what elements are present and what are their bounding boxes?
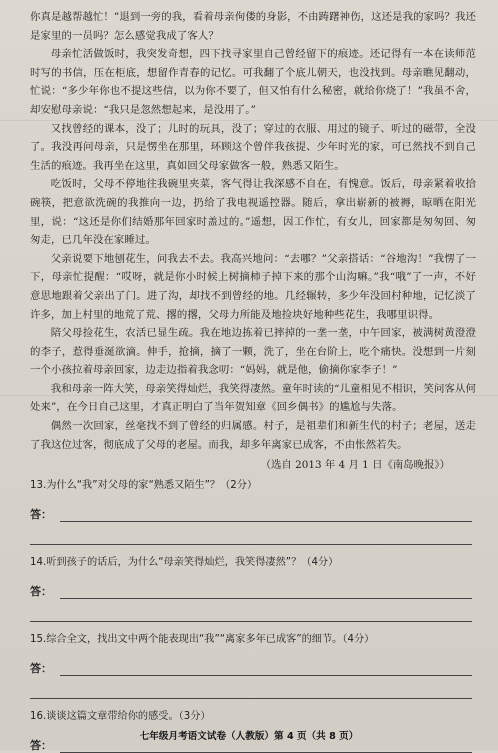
answer-row [30,660,476,676]
answer-line[interactable] [60,586,472,599]
answer-label: 答： [30,662,52,676]
answer-row [30,506,476,522]
passage-paragraph: 偶然一次回家，丝毫找不到了曾经的归属感。村子，是祖辈们和新生代的村子；老屋，送走了我这位过客，彻底成了父母的老屋。而我，却多年离家已成客，不由怅然若失。 [30,420,476,451]
question-text: 14.听到孩子的话后，为什么“母亲笑得灿烂，我笑得凄然”？（4分） [30,557,339,569]
question-text: 13.为什么“我”对父母的家“熟悉又陌生”？（2分） [30,480,258,492]
page-fold-line [0,395,498,396]
page-footer: 七年级月考语文试卷（人教版）第 4 页（共 8 页） [139,731,359,742]
question-14 [30,555,476,622]
answer-line[interactable] [30,676,472,699]
passage-paragraph: 父亲说要下地刨花生，问我去不去。我高兴地问：“去哪？”父亲搭话：“谷地沟！”我愣了一下，母亲忙提醒：“哎呀，就是你小时候上树摘柿子掉下来的那个山沟嘛。”我“哦”了一声，不好意思地跟着父亲出了门。进了沟，却找不到曾经的地。几经辗转，多少年没回村种地，记忆淡了许多，加上村里的地荒了荒、撂的撂，父母力所能及地捡块好地种些花生，我哪里识得。 [30,252,476,321]
page-fold-line [0,120,498,121]
passage-source: （选自 2013 年 4 月 1 日《南岛晚报》） [260,459,450,472]
passage-paragraph: 吃饭时，父母不停地往我碗里夹菜，客气得让我深感不自在，有愧意。饭后，母亲紧着收拾碗筷，把意欲洗碗的我推向一边，扔给了我电视遥控器。随后，拿出崭新的被褥，晾晒在阳光里，说：“这还是你们结婚那年回家时盖过的。”遥想，因工作忙，有女儿，回家都是匆匆回、匆匆走，已几年没在家睡过。 [30,178,476,247]
passage-paragraph: 我和母亲一阵大笑，母亲笑得灿烂，我笑得凄然。童年时读的“儿童相见不相识，笑问客从何处来”，在今日自己这里，才真正明白了当年贺知章《回乡偶书》的尴尬与失落。 [30,382,476,414]
answer-line[interactable] [60,740,472,753]
answer-row [30,583,476,599]
passage-paragraph: 母亲忙活做饭时，我突发奇想，四下找寻家里自己曾经留下的痕迹。还记得有一本在读师范时写的书信，压在柜底，想留作青春的记忆。可我翻了个底儿朝天，也没找到。母亲瞧见翻动，忙说：“多少年你也不提这些信，以为你不要了，但又怕有什么秘密，就给你烧了！”我虽不舍，却安慰母亲说：“我只是忽然想起来，是没用了。” [30,48,476,116]
question-text: 16.谈谈这篇文章带给你的感受。（3分） [30,711,211,723]
question-text: 15.综合全文，找出文中两个能表现出“我”“离家多年已成客”的细节。（4分） [30,634,375,646]
question-15 [30,632,476,699]
passage-paragraph: 你真是越帮越忙！”退到一旁的我，看着母亲佝偻的身影，不由踌躇神伤，这还是我的家吗？我还是家里的一员吗？怎么感觉我成了客人？ [30,11,477,42]
answer-label: 答： [30,739,52,753]
reading-passage [30,8,476,474]
answer-label: 答： [30,508,52,522]
answer-line[interactable] [30,599,472,622]
answer-line[interactable] [60,663,472,676]
answer-line[interactable] [30,522,472,545]
answer-label: 答： [30,585,52,599]
passage-paragraph: 陪父母捡花生，农活已显生疏。我在地边拣着已摔掉的一垄一垄，中午回家，被满树黄澄澄的李子，惹得垂涎欲滴。伸手，抢摘，摘了一颗，洗了，坐在台阶上，吃个痛快。没想到一片刻一个小孩拉着母亲回家，边走边指着我念叨：“妈妈，就是他，偷摘你家李子！” [30,327,476,377]
question-13 [30,478,476,545]
passage-paragraph: 又找曾经的课本，没了；儿时的玩具，没了；穿过的衣服、用过的镜子、听过的磁带，全没了。我没再问母亲，只是愣坐在那里，环顾这个曾伴我孩提、少年时光的家，可已然找不到自己生活的痕迹。我再坐在这里，真如回父母家做客一般，熟悉又陌生。 [30,122,476,172]
answer-line[interactable] [60,509,472,522]
